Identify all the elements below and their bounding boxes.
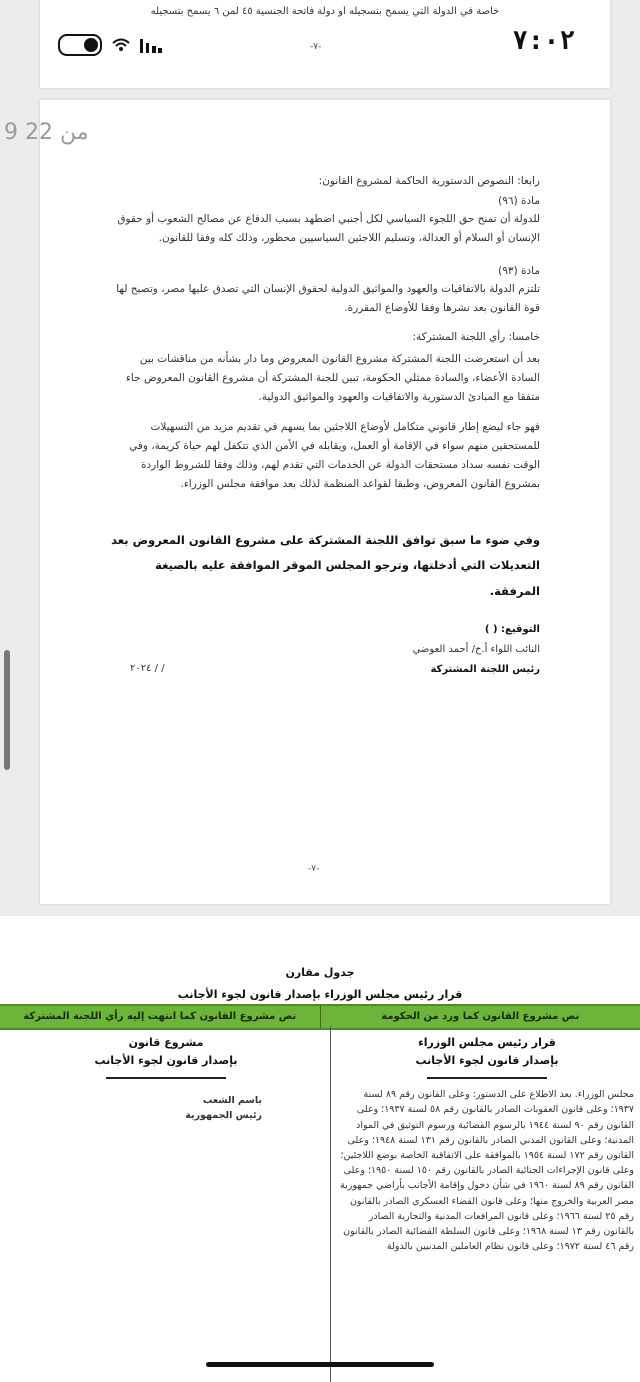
table-title: جدول مقارن xyxy=(285,966,355,979)
paragraph: بعد أن استعرضت اللجنة المشتركة مشروع القانون المعروض وما دار بشأنه من مناقشات بين السادة الأعضاء، والسادة ممثلي الحكومة، تبين للجنة المشتركة أن مشروع القانون المعروض جاء متفقا مع المبادئ الدستورية والاتفاقيات والعهود والمواثيق الدولية. xyxy=(125,353,540,403)
previous-page xyxy=(40,0,610,88)
section-heading-4: رابعا: النصوص الدستورية الحاكمة لمشروع القانون: xyxy=(318,175,540,187)
paragraph: فهو جاء ليضع إطار قانوني متكامل لأوضاع اللاجئين بما يسهم في تقديم مزيد من التسهيلات للمستحقين منهم سواء في الإقامة أو العمل، ويقابله في الأمن الذي تتكفل لهم حياة كريمة، وفي الوقت نفسه سداد مستحقات الدولة عن الخدمات التي تقدم لهم، وذلك وفقا للشروط الواردة بمشروع القانون المعروض، وطبقا لقواعد المنظمة لذلك بعد موافقة مجلس الوزراء. xyxy=(129,421,540,490)
column-title: مشروع قانون xyxy=(128,1036,204,1049)
column-title: قرار رئيس مجلس الوزراء xyxy=(418,1036,556,1049)
section-heading-5: خامسا: رأي اللجنة المشتركة: xyxy=(412,331,540,343)
government-text-column xyxy=(340,1034,634,1254)
toggle-icon xyxy=(58,34,102,56)
column-divider xyxy=(330,1026,331,1382)
previous-page-text: خاصة في الدولة التي يسمح بتسجيله أو دولة فاتحة الجنسية ٤٥ لمن ٦ يسمح بتسجيله xyxy=(150,6,500,17)
conclusion: وفي ضوء ما سبق توافق اللجنة المشتركة على مشروع القانون المعروض بعد التعديلات التي أدخلتها، وترجو المجلس الموقر الموافقة عليه بالصيغة المرفقة. xyxy=(111,533,540,598)
committee-text-column xyxy=(10,1034,322,1124)
signature-date: / / ٢٠٢٤ xyxy=(130,663,165,674)
divider-rule xyxy=(106,1077,226,1079)
status-icons xyxy=(58,34,164,56)
wifi-icon xyxy=(112,38,130,52)
document-page xyxy=(40,100,610,904)
column-body: مجلس الوزراء. بعد الاطلاع على الدستور: وعلى القانون رقم ٨٩ لسنة ١٩٣٧؛ وعلى قانون العقوبات الصادر بالقانون رقم ٥٨ لسنة ١٩٣٧؛ وعلى القانون رقم ٩٠ لسنة ١٩٤٤ بالرسوم القضائية ورسوم التوثيق في المواد المدنية؛ وعلى القانون المدني الصادر بالقانون رقم ١٣١ لسنة ١٩٤٨؛ وعلى القانون رقم ١٧٢ لسنة ١٩٥٤ بالموافقة على الاتفاقية الخاصة بوضع اللاجئين؛ وعلى قانون الإجراءات الجنائية الصادر بالقانون رقم ١٥٠ لسنة ١٩٥٠؛ وعلى القانون رقم ٨٩ لسنة ١٩٦٠ في شأن دخول وإقامة الأجانب بأراضي جمهورية مصر العربية والخروج منها؛ وعلى قانون القضاء العسكري الصادر بالقانون رقم ٢٥ لسنة ١٩٦٦؛ وعلى قانون المرافعات المدنية والتجارية الصادر بالقانون رقم ١٣ لسنة ١٩٦٨؛ وعلى قانون السلطة القضائية الصادر بالقانون رقم ٤٦ لسنة ١٩٧٢؛ وعلى قانون نظام العاملين المدنيين بالدولة xyxy=(340,1089,634,1253)
column-header-committee: نص مشروع القانون كما انتهت إليه رأي اللجنة المشتركة xyxy=(23,1011,297,1022)
signature-title: رئيس اللجنة المشتركة xyxy=(430,664,540,675)
divider-rule xyxy=(427,1077,547,1079)
table-header xyxy=(0,1004,640,1030)
column-title: بإصدار قانون لجوء الأجانب xyxy=(94,1053,238,1067)
signature-block xyxy=(360,620,540,680)
signature-label: التوقيع: ( ) xyxy=(484,624,540,635)
clock-text: ٧:٠٢ xyxy=(512,26,575,56)
column-header-government: نص مشروع القانون كما ورد من الحكومة xyxy=(320,1006,640,1028)
article-label: مادة (٩٣) xyxy=(498,265,540,277)
column-line: باسم الشعب xyxy=(202,1095,262,1107)
column-title: بإصدار قانون لجوء الأجانب xyxy=(415,1053,559,1067)
paragraph: تلتزم الدولة بالاتفاقيات والعهود والمواثيق الدولية لحقوق الإنسان التي تصدق عليها مصر، وتصبح لها قوة القانون بعد نشرها وفقا للأوضاع المقررة. xyxy=(116,283,540,314)
home-indicator[interactable] xyxy=(206,1362,434,1367)
scrollbar[interactable] xyxy=(4,650,10,770)
column-line: رئيس الجمهورية xyxy=(185,1110,262,1122)
article-label: مادة (٩٦) xyxy=(498,195,540,207)
comparison-table-page xyxy=(0,916,640,1382)
signature-name: النائب اللواء أ.ح/ أحمد العوضي xyxy=(412,644,540,655)
paragraph: للدولة أن تمنح حق اللجوء السياسي لكل أجنبي اضطهد بسبب الدفاع عن مصالح الشعوب أو حقوق الإنسان أو السلام أو العدالة، وتسليم اللاجئين السياسيين محظور، وذلك كله وفقا للقانون. xyxy=(117,213,540,244)
signal-bars-icon xyxy=(140,37,164,53)
previous-page-number: -٧- xyxy=(310,42,322,52)
page-footer-number: -٧- xyxy=(308,864,320,874)
table-subtitle: قرار رئيس مجلس الوزراء بإصدار قانون لجوء الأجانب xyxy=(177,988,463,1001)
page-counter: 9 من 22 xyxy=(4,120,89,145)
